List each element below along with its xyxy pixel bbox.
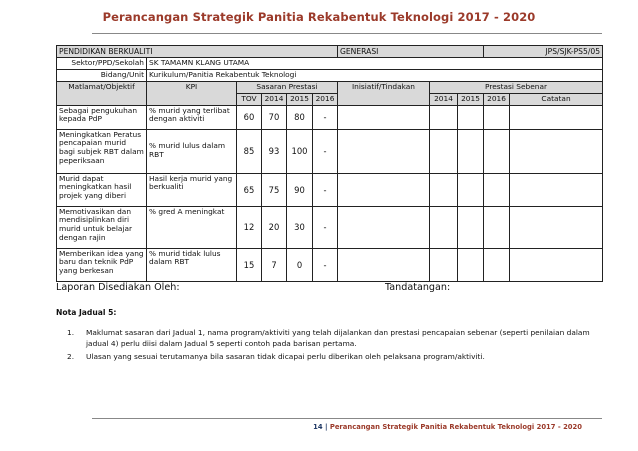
row-actual-2015 bbox=[458, 206, 484, 248]
row-actual-2014 bbox=[430, 206, 458, 248]
row-2014: 7 bbox=[262, 248, 287, 281]
row-2014: 93 bbox=[262, 129, 287, 173]
footer-title: Perancangan Strategik Panitia Rekabentuk Teknologi 2017 - 2020 bbox=[329, 423, 582, 431]
header-ref-code: JPS/SJK-PS5/05 bbox=[484, 46, 603, 58]
row-actual-2015 bbox=[458, 105, 484, 129]
row-actual-2015 bbox=[458, 129, 484, 173]
notes-title: Nota Jadual 5: bbox=[56, 308, 117, 317]
row-2015: 0 bbox=[287, 248, 313, 281]
col-actual-2014: 2014 bbox=[430, 93, 458, 105]
row-2015: 90 bbox=[287, 173, 313, 206]
row-notes bbox=[510, 105, 603, 129]
row-initiative bbox=[338, 105, 430, 129]
col-target-2014: 2014 bbox=[262, 93, 287, 105]
row-2016: - bbox=[313, 206, 338, 248]
row-tov: 85 bbox=[237, 129, 262, 173]
row-notes bbox=[510, 129, 603, 173]
row-objective: Meningkatkan Peratus pencapaian murid bagi subjek RBT dalam peperiksaan bbox=[57, 129, 147, 173]
row-actual-2015 bbox=[458, 248, 484, 281]
footer-divider bbox=[92, 418, 602, 419]
row-2016: - bbox=[313, 129, 338, 173]
unit-row bbox=[57, 69, 603, 81]
column-header-row bbox=[57, 81, 603, 93]
row-kpi: % murid yang terlibat dengan aktiviti bbox=[147, 105, 237, 129]
row-objective: Memotivasikan dan mendisiplinkan diri murid untuk belajar dengan rajin bbox=[57, 206, 147, 248]
school-row bbox=[57, 58, 603, 70]
unit-value: Kurikulum/Panitia Rekabentuk Teknologi bbox=[147, 69, 603, 81]
row-2016: - bbox=[313, 248, 338, 281]
row-actual-2014 bbox=[430, 248, 458, 281]
note-item bbox=[56, 351, 596, 362]
row-actual-2016 bbox=[484, 206, 510, 248]
prepared-by-label: Laporan Disediakan Oleh: bbox=[56, 282, 180, 293]
note-item bbox=[56, 327, 596, 349]
row-actual-2015 bbox=[458, 173, 484, 206]
row-actual-2016 bbox=[484, 129, 510, 173]
school-label: Sektor/PPD/Sekolah bbox=[57, 58, 147, 70]
col-actual-2015: 2015 bbox=[458, 93, 484, 105]
row-initiative bbox=[338, 173, 430, 206]
note-text: Maklumat sasaran dari Jadual 1, nama program/aktiviti yang telah dijalankan dan prestasi pencapaian sebenar (seperti penilaian dalam jadual 4) perlu diisi dalam Jadual 5 seperti contoh pada barisan pertama. bbox=[86, 328, 590, 349]
row-2014: 20 bbox=[262, 206, 287, 248]
note-number: 2. bbox=[67, 352, 75, 362]
row-2016: - bbox=[313, 105, 338, 129]
page-title: Perancangan Strategik Panitia Rekabentuk Teknologi 2017 - 2020 bbox=[102, 10, 536, 24]
row-tov: 12 bbox=[237, 206, 262, 248]
table-row bbox=[57, 206, 603, 248]
header-pendidikan: PENDIDIKAN BERKUALITI bbox=[57, 46, 338, 58]
table-row bbox=[57, 248, 603, 281]
page-number: 14 | bbox=[313, 423, 330, 431]
row-tov: 60 bbox=[237, 105, 262, 129]
col-actual: Prestasi Sebenar bbox=[430, 81, 603, 93]
row-notes bbox=[510, 248, 603, 281]
row-kpi: Hasil kerja murid yang berkualiti bbox=[147, 173, 237, 206]
row-2015: 30 bbox=[287, 206, 313, 248]
notes-list bbox=[56, 327, 596, 364]
col-kpi: KPI bbox=[147, 81, 237, 105]
row-2014: 75 bbox=[262, 173, 287, 206]
row-actual-2014 bbox=[430, 129, 458, 173]
table-header-row bbox=[57, 46, 603, 58]
col-tov: TOV bbox=[237, 93, 262, 105]
row-initiative bbox=[338, 129, 430, 173]
row-actual-2016 bbox=[484, 173, 510, 206]
row-objective: Sebagai pengukuhan kepada PdP bbox=[57, 105, 147, 129]
table-row bbox=[57, 173, 603, 206]
title-divider bbox=[92, 33, 602, 34]
col-objective: Matlamat/Objektif bbox=[57, 81, 147, 105]
row-actual-2016 bbox=[484, 105, 510, 129]
row-2015: 80 bbox=[287, 105, 313, 129]
col-actual-2016: 2016 bbox=[484, 93, 510, 105]
row-objective: Memberikan idea yang baru dan teknik PdP yang berkesan bbox=[57, 248, 147, 281]
row-initiative bbox=[338, 206, 430, 248]
row-tov: 65 bbox=[237, 173, 262, 206]
col-initiative: Inisiatif/Tindakan bbox=[338, 81, 430, 105]
col-notes: Catatan bbox=[510, 93, 603, 105]
header-generasi: GENERASI bbox=[338, 46, 484, 58]
row-2014: 70 bbox=[262, 105, 287, 129]
row-initiative bbox=[338, 248, 430, 281]
row-actual-2014 bbox=[430, 173, 458, 206]
page-footer bbox=[313, 423, 582, 431]
row-kpi: % gred A meningkat bbox=[147, 206, 237, 248]
table-row bbox=[57, 129, 603, 173]
row-kpi: % murid tidak lulus dalam RBT bbox=[147, 248, 237, 281]
row-2016: - bbox=[313, 173, 338, 206]
note-number: 1. bbox=[67, 328, 75, 337]
col-target-2015: 2015 bbox=[287, 93, 313, 105]
row-actual-2014 bbox=[430, 105, 458, 129]
note-text: Ulasan yang sesuai terutamanya bila sasaran tidak dicapai perlu diberikan oleh pelaksana program/aktiviti. bbox=[86, 352, 485, 362]
table-row bbox=[57, 105, 603, 129]
signature-label: Tandatangan: bbox=[385, 282, 451, 293]
row-tov: 15 bbox=[237, 248, 262, 281]
unit-label: Bidang/Unit bbox=[57, 69, 147, 81]
row-notes bbox=[510, 206, 603, 248]
row-2015: 100 bbox=[287, 129, 313, 173]
school-value: SK TAMAMN KLANG UTAMA bbox=[147, 58, 603, 70]
row-notes bbox=[510, 173, 603, 206]
col-target: Sasaran Prestasi bbox=[237, 81, 338, 93]
row-objective: Murid dapat meningkatkan hasil projek yang diberi bbox=[57, 173, 147, 206]
row-kpi: % murid lulus dalam RBT bbox=[147, 129, 237, 173]
row-actual-2016 bbox=[484, 248, 510, 281]
kpi-table bbox=[56, 45, 603, 282]
col-target-2016: 2016 bbox=[313, 93, 338, 105]
